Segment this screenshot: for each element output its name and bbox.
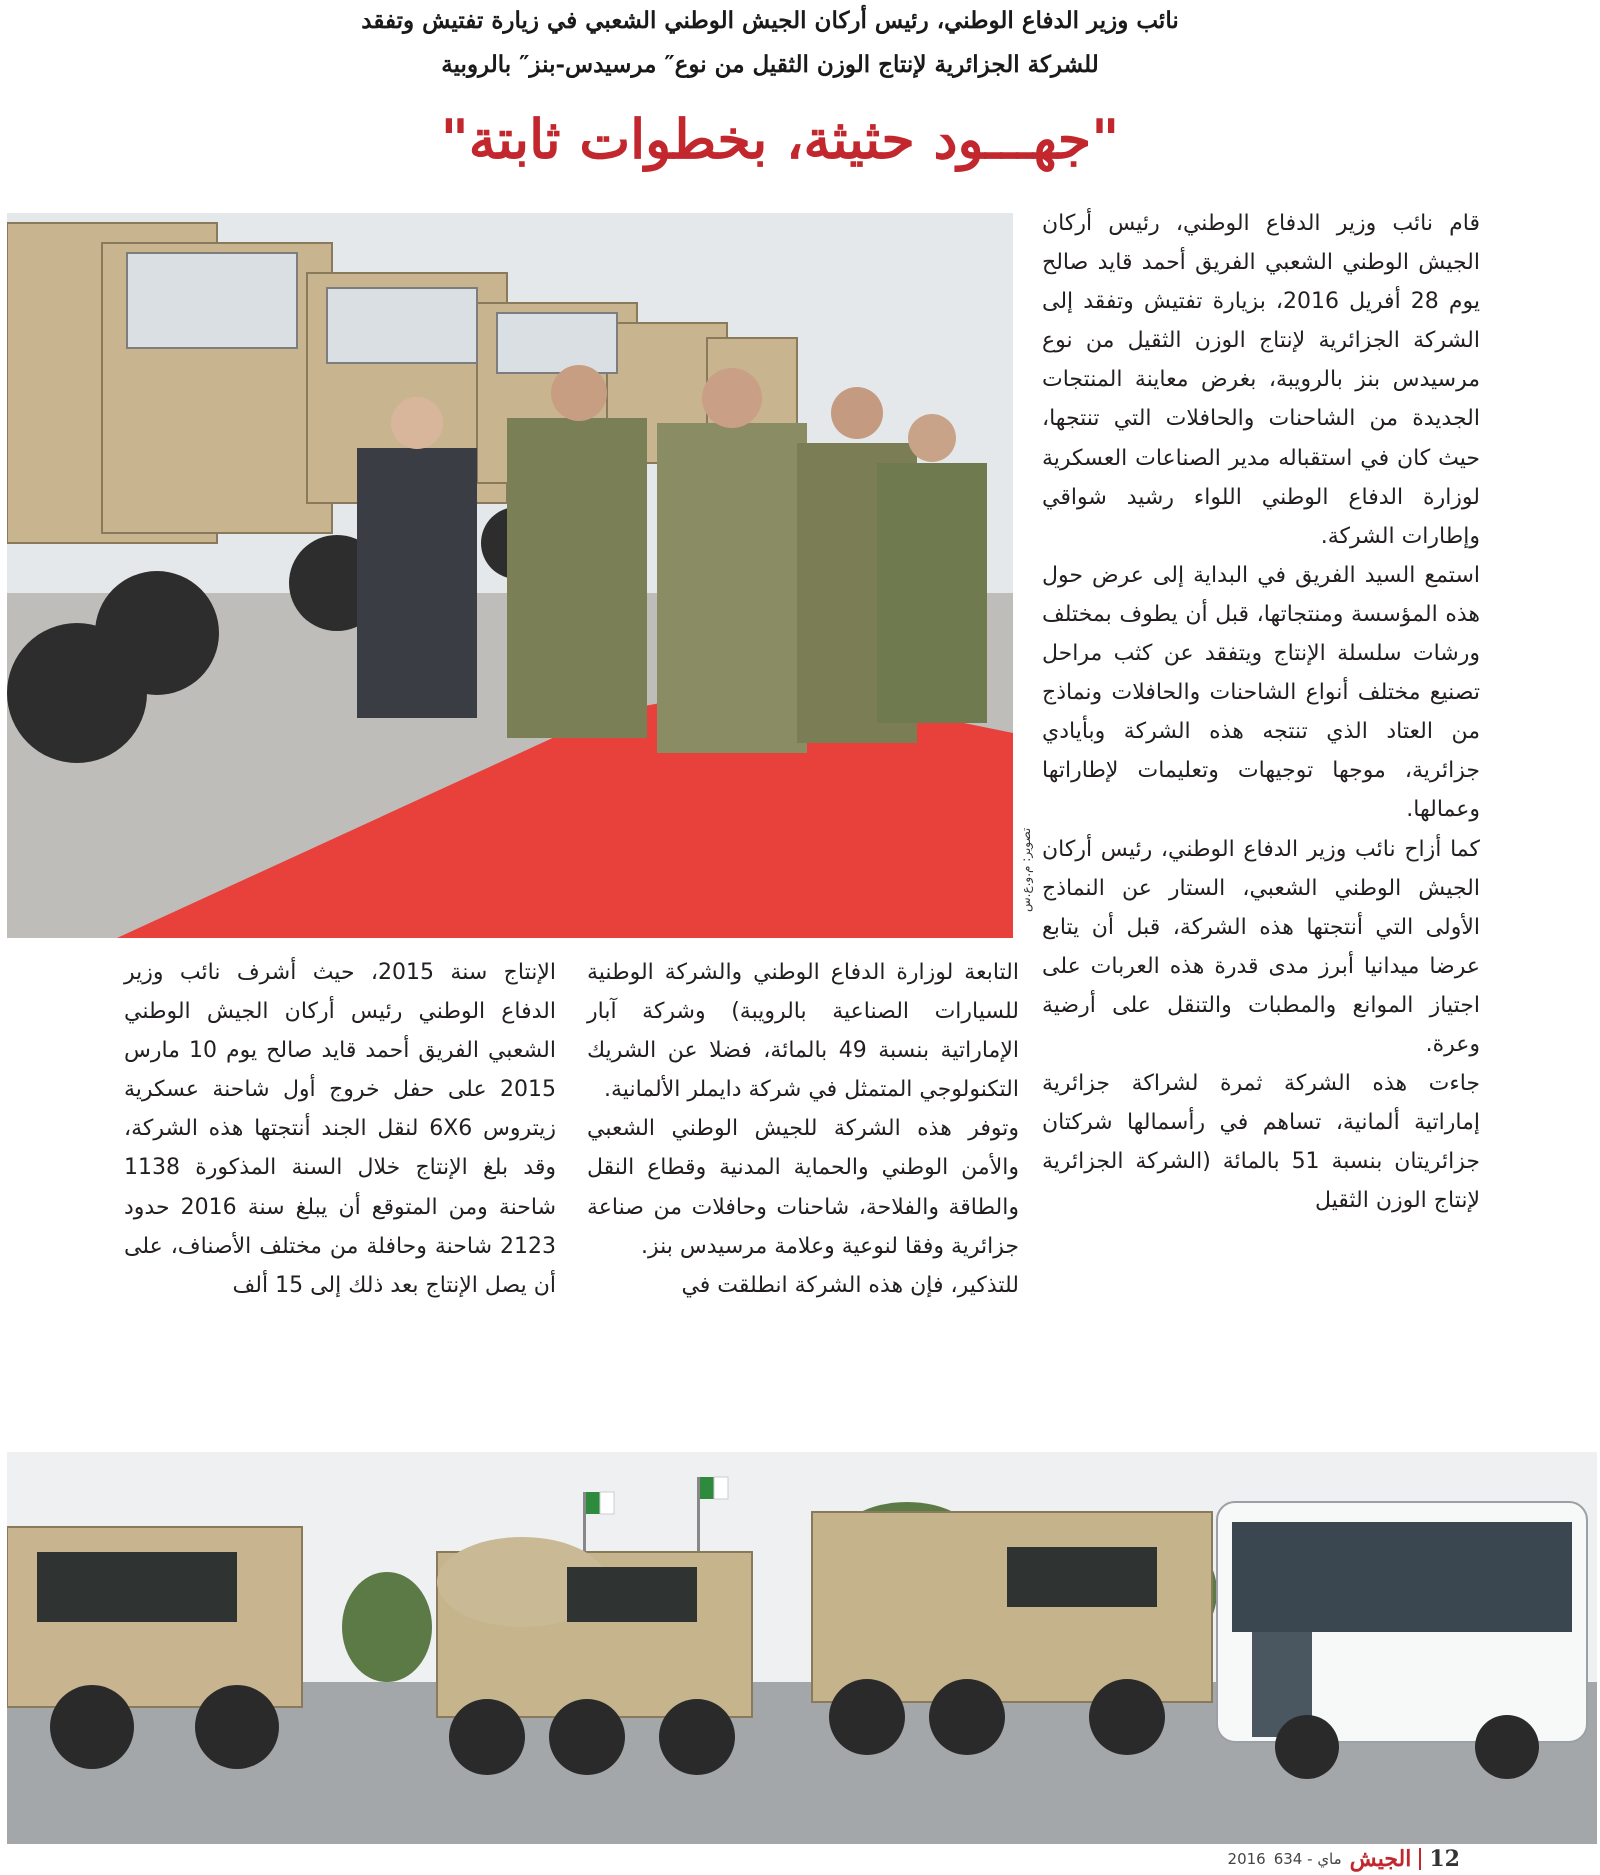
footer-divider <box>1419 1848 1421 1870</box>
kicker-line-2: للشركة الجزائرية لإنتاج الوزن الثقيل من نوع″ مرسيدس-بنز″ بالروبية <box>441 51 1099 78</box>
paragraph: قام نائب وزير الدفاع الوطني، رئيس أركان الجيش الوطني الشعبي الفريق أحمد قايد صالح يوم 28 أفريل 2016، بزيارة تفتيش وتفقد إلى الشركة الجزائرية لإنتاج الوزن الثقيل من نوع مرسيدس بنز بالرويبة، بغرض معاينة المنتجات الجديدة من الشاحنات والحافلات التي تنتجها، حيث كان في استقباله مدير الصناعات العسكرية لوزارة الدفاع الوطني اللواء رشيد شواقي وإطارات الشركة. <box>1042 211 1481 549</box>
page-footer <box>1160 1846 1460 1872</box>
article-column-middle <box>587 953 1019 1423</box>
footer-year: 2016 <box>1227 1850 1266 1868</box>
article-column-right <box>1042 204 1480 1404</box>
paragraph: الإنتاج سنة 2015، حيث أشرف نائب وزير الدفاع الوطني رئيس أركان الجيش الوطني الشعبي الفريق أحمد قايد صالح يوم 10 مارس 2015 على حفل خروج أول شاحنة عسكرية زيتروس 6X6 لنقل الجند أنتجتها هذه الشركة، وقد بلغ الإنتاج خلال السنة المذكورة 1138 شاحنة ومن المتوقع أن يبلغ سنة 2016 حدود 2123 شاحنة وحافلة من مختلف الأصناف، على أن يصل الإنتاج بعد ذلك إلى 15 ألف <box>124 960 557 1298</box>
photo-vehicles-lineup-illustration <box>7 1452 1597 1844</box>
article-column-left <box>124 953 556 1383</box>
paragraph: استمع السيد الفريق في البداية إلى عرض حول هذه المؤسسة ومنتجاتها، قبل أن يطوف بمختلف ورشات سلسلة الإنتاج ويتفقد عن كثب مراحل تصنيع مختلف أنواع الشاحنات والحافلات ونماذج من العتاد الذي تنتجه هذه الشركة وبأيادي جزائرية، موجها توجيهات وتعليمات لإطاراتها وعمالها. <box>1042 562 1480 823</box>
paragraph: التابعة لوزارة الدفاع الوطني والشركة الوطنية للسيارات الصناعية بالرويبة) وشركة آبار الإماراتية بنسبة 49 بالمائة، فضلا عن الشريك التكنولوجي المتمثل في شركة دايملر الألمانية. <box>587 960 1019 1103</box>
photo-vehicles-lineup <box>7 1452 1597 1844</box>
paragraph: للتذكير، فإن هذه الشركة انطلقت في <box>681 1272 1019 1298</box>
page-number: 12 <box>1429 1846 1460 1872</box>
kicker-line-1: نائب وزير الدفاع الوطني، رئيس أركان الجيش الوطني الشعبي في زيارة تفتيش وتفقد <box>361 7 1179 34</box>
paragraph: وتوفر هذه الشركة للجيش الوطني الشعبي والأمن الوطني والحماية المدنية وقطاع النقل والطاقة والفلاحة، شاحنات وحافلات من صناعة جزائرية وفقا لنوعية وعلامة مرسيدس بنز. <box>587 1116 1019 1259</box>
magazine-brand: الجيش <box>1349 1846 1412 1872</box>
photo-credit: تصوير: م.و.ع.س <box>1019 827 1033 913</box>
photo-inspection-visit-illustration <box>7 213 1013 938</box>
paragraph: كما أزاح نائب وزير الدفاع الوطني، رئيس أركان الجيش الوطني الشعبي، الستار عن النماذج الأولى التي أنتجتها هذه الشركة، قبل أن يتابع عرضا ميدانيا أبرز مدى قدرة هذه العربات على اجتياز الموانع والمطبات والتنقل على أرضية وعرة. <box>1042 836 1480 1057</box>
footer-issue: 634 - ماي <box>1273 1850 1342 1868</box>
paragraph: جاءت هذه الشركة ثمرة لشراكة جزائرية إماراتية ألمانية، تساهم في رأسمالها شركتان جزائريتان بنسبة 51 بالمائة (الشركة الجزائرية لإنتاج الوزن الثقيل <box>1042 1071 1480 1214</box>
photo-inspection-visit <box>7 213 1013 938</box>
headline: "جهـــود حثيثة، بخطوات ثابتة" <box>440 107 1120 171</box>
